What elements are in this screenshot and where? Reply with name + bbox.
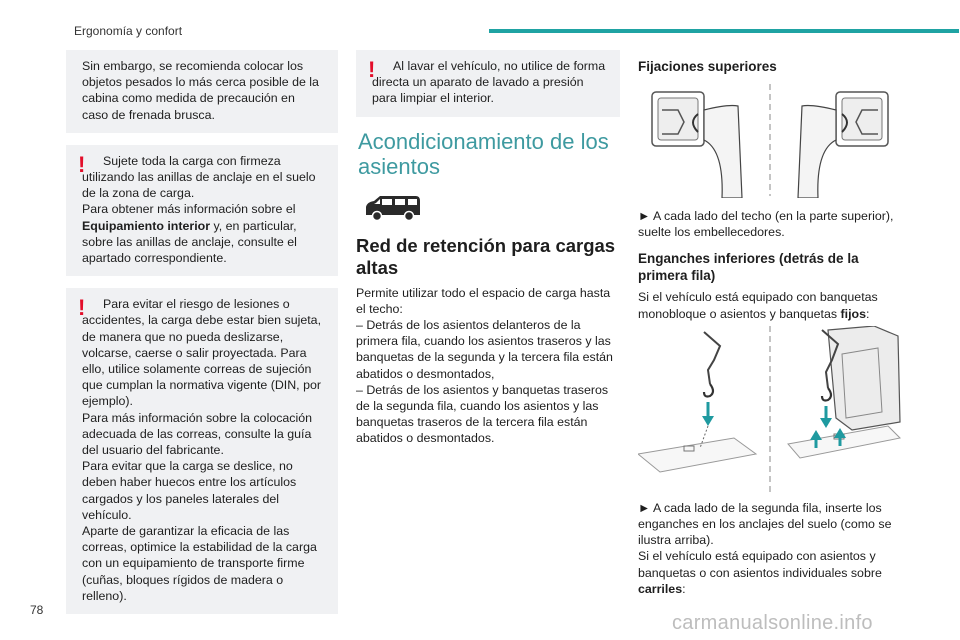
warning-washing-text: Al lavar el vehículo, no utilice de forma directa un aparato de lavado a presión para limpiar el interior.: [372, 59, 606, 106]
column-middle: [356, 50, 620, 447]
lower-hooks-illustration: [638, 326, 902, 492]
net-body-line: – Detrás de los asientos delanteros de la primera fila, cuando los asientos traseros y las banquetas de la segunda y la tercera fila están abatidos o desmontados,: [356, 318, 613, 381]
caption-rails: Si el vehículo está equipado con asientos y banquetas o con asientos individuales sobre carriles:: [638, 549, 882, 596]
page-number: 78: [30, 603, 44, 617]
net-body-line: – Detrás de los asientos y banquetas traseros de la segunda fila, cuando los asientos y las banquetas traseros de la tercera fila están abatidos o desmontados.: [356, 382, 609, 446]
column-left: [66, 50, 338, 626]
warning-paragraph-3: Para evitar que la carga se deslice, no deben haber huecos entre los artículos cargados y los paneles laterales del vehículo.: [82, 459, 297, 522]
warning-paragraph-4: Aparte de garantizar la eficacia de las correas, optimice la estabilidad de la carga con un equipamiento de transporte firme (cuñas, bloques rígidos de madera o relleno).: [82, 524, 317, 603]
net-body-line: Permite utilizar todo el espacio de carga hasta el techo:: [356, 285, 611, 316]
net-description: [356, 285, 620, 447]
warning-icon: !: [78, 295, 86, 321]
warning-paragraph-1: Para evitar el riesgo de lesiones o accidentes, la carga debe estar bien sujeta, de manera que no pueda deslizarse, volcarse, caerse o salir proyectada. Para ello, utilice solamente correas de sujeción que cumplan la normativa vigente (DIN, por ejemplo).: [82, 297, 322, 409]
heading-upper-fixings: Fijaciones superiores: [638, 59, 777, 74]
intro-lower-hooks: Si el vehículo está equipado con banquetas monobloque o asientos y banquetas fijos:: [638, 290, 878, 321]
warning-text-line2-pre: Para obtener más información sobre el: [82, 202, 296, 217]
section-title: Ergonomía y confort: [74, 24, 183, 38]
info-box: [66, 50, 338, 133]
warning-paragraph-2: Para más información sobre la colocación adecuada de las correas, consulte la guía del usuario del fabricante.: [82, 410, 313, 458]
column-right: [638, 50, 904, 597]
warning-box-cargo: [66, 288, 338, 614]
warning-icon: !: [78, 151, 86, 177]
upper-fixings-illustration: [638, 80, 902, 198]
caption-upper-fixings: ► A cada lado del techo (en la parte superior), suelte los embellecedores.: [638, 209, 894, 240]
header-accent-bar: [489, 29, 959, 33]
warning-box-washing: [356, 50, 620, 117]
warning-box-anchoring: [66, 145, 338, 276]
caption-rails-bold: carriles: [638, 581, 683, 596]
info-box-text: Sin embargo, se recomienda colocar los objetos pesados lo más cerca posible de la cabina como medida de precaución en caso de frenada brusca.: [82, 59, 319, 122]
watermark: carmanualsonline.info: [672, 612, 873, 634]
intro-lower-hooks-bold: fijos: [840, 306, 867, 321]
subheading-net: Red de retención para cargas altas: [356, 234, 616, 278]
van-icon: [362, 193, 424, 223]
warning-text-bold-ref: Equipamiento interior: [82, 218, 211, 233]
caption-lower-hooks: ► A cada lado de la segunda fila, inserte los enganches en los anclajes del suelo (como se ilustra arriba).: [638, 500, 892, 548]
warning-icon: !: [368, 57, 376, 82]
warning-text-line1: Sujete toda la carga con firmeza utilizando las anillas de anclaje en el suelo de la zona de carga.: [82, 153, 316, 201]
warning-text-line2-post: y, en particular, sobre las anillas de anclaje, consulte el apartado correspondiente.: [82, 218, 297, 266]
section-heading: Acondicionamiento de los asientos: [358, 128, 609, 179]
heading-lower-hooks: Enganches inferiores (detrás de la primera fila): [638, 251, 859, 284]
